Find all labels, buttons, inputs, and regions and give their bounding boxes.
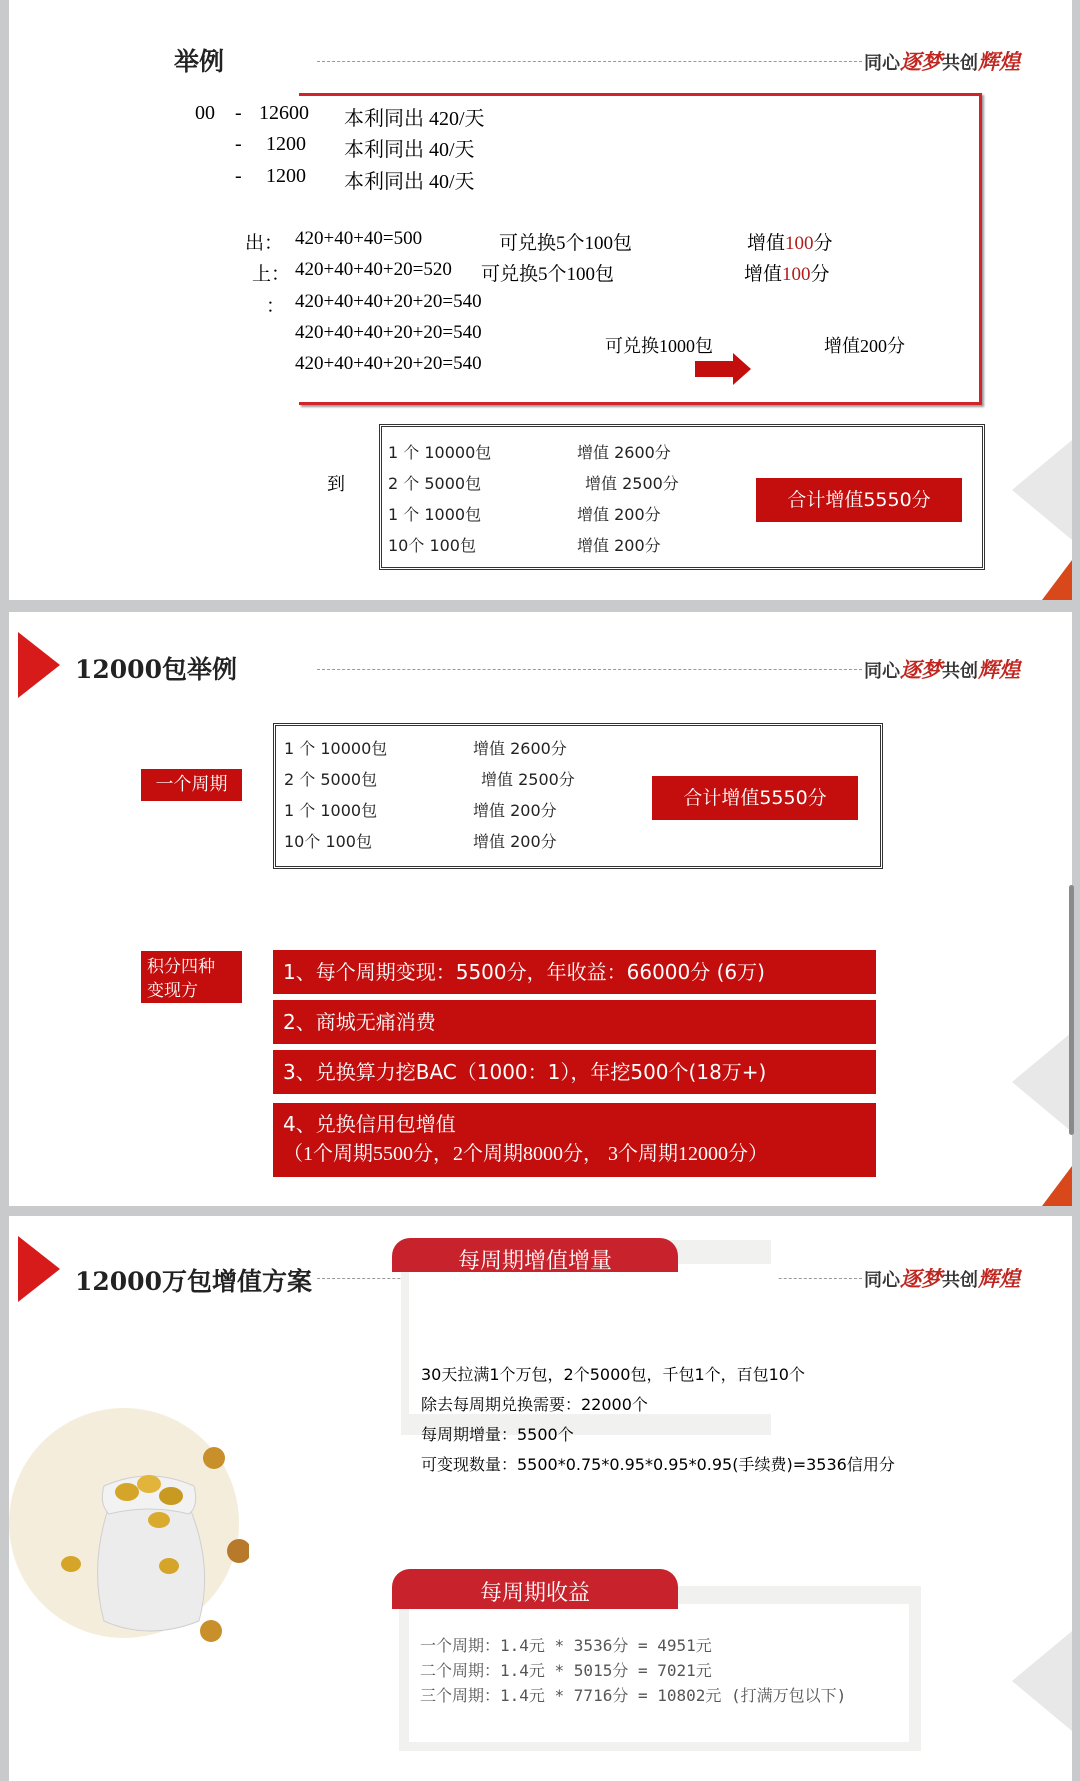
slogan-part: 同心 xyxy=(864,1270,900,1291)
decorative-shape xyxy=(1012,440,1072,540)
table-row-value: 增值 2500分 xyxy=(481,770,575,789)
slide-title: 12000万包增值方案 xyxy=(75,1267,312,1296)
method-item-line: （1个周期5500分，2个周期8000分， 3个周期12000分） xyxy=(283,1143,768,1165)
slide-example-partial xyxy=(9,0,1072,600)
methods-label-line: 积分四种 xyxy=(147,957,215,977)
line-1-desc: 本利同出 420/天 xyxy=(344,108,485,130)
total-gain-badge: 合计增值5550分 xyxy=(652,776,858,820)
slogan-part: 逐梦 xyxy=(900,1267,942,1291)
decorative-shape xyxy=(1012,1032,1072,1132)
gain-label: 增值 xyxy=(747,233,786,254)
calc-1-prefix: 出： xyxy=(245,233,284,254)
weekly-income-header: 每周期收益 xyxy=(392,1569,678,1609)
calc-2-gain xyxy=(744,259,830,286)
calc-3-expr: 420+40+40+20+20=540 xyxy=(295,291,482,312)
calc-1-exchange: 可兑换5个100包 xyxy=(499,233,633,254)
info-line: 每周期增量：5500个 xyxy=(421,1425,574,1444)
slide-title: 举例 xyxy=(174,47,225,76)
table-row-name: 10个 100包 xyxy=(388,536,476,555)
method-item-line: 4、兑换信用包增值 xyxy=(283,1112,456,1136)
line-3-dash: - xyxy=(235,165,242,187)
slogan xyxy=(864,1263,1020,1293)
slogan-part: 辉煌 xyxy=(978,658,1020,682)
method-item: 1、每个周期变现：5500分，年收益：66000分 (6万) xyxy=(273,950,876,994)
money-bag-icon xyxy=(49,1426,249,1656)
table-row-name: 10个 100包 xyxy=(284,832,372,851)
methods-label-line: 变现方 xyxy=(147,981,198,1001)
info-line: 30天拉满1个万包，2个5000包，千包1个，百包10个 xyxy=(421,1365,805,1384)
decorative-shape xyxy=(1012,1631,1072,1731)
slogan-part: 共创 xyxy=(942,1270,978,1291)
table-row-name: 1 个 1000包 xyxy=(284,801,378,820)
table-row-value: 增值 200分 xyxy=(473,832,557,851)
table-row-name: 2 个 5000包 xyxy=(284,770,378,789)
line-1-prefix: 00 xyxy=(195,102,215,124)
gain-value: 100 xyxy=(782,264,811,285)
title-divider xyxy=(317,669,862,670)
table-row-name: 1 个 10000包 xyxy=(388,443,492,462)
line-3-amount: 1200 xyxy=(266,165,306,187)
to-label: 到 xyxy=(327,474,345,495)
income-line: 一个周期：1.4元 * 3536分 = 4951元 xyxy=(420,1636,712,1655)
table-row-value: 增值 2600分 xyxy=(577,443,671,462)
gain-unit: 分 xyxy=(813,233,833,254)
info-line: 除去每周期兑换需要：22000个 xyxy=(421,1395,648,1414)
slogan-part: 辉煌 xyxy=(978,1267,1020,1291)
slide-12000-plan xyxy=(9,1216,1072,1781)
line-1-amount: 12600 xyxy=(259,102,309,124)
method-item xyxy=(273,1103,876,1177)
slogan-part: 共创 xyxy=(942,53,978,74)
line-3-desc: 本利同出 40/天 xyxy=(344,171,475,193)
calc-1-gain xyxy=(747,228,833,255)
slogan-part: 同心 xyxy=(864,53,900,74)
table-row-value: 增值 2500分 xyxy=(585,474,679,493)
title-marker-icon xyxy=(18,632,60,698)
calc-3-prefix: ： xyxy=(266,296,286,317)
slogan-part: 逐梦 xyxy=(900,50,942,74)
table-row-name: 1 个 10000包 xyxy=(284,739,388,758)
calc-2-expr: 420+40+40+20=520 xyxy=(295,259,452,280)
methods-label xyxy=(141,951,242,1003)
table-row-name: 2 个 5000包 xyxy=(388,474,482,493)
table-row-name: 1 个 1000包 xyxy=(388,505,482,524)
gain-200: 增值200分 xyxy=(824,336,905,356)
title-divider xyxy=(317,61,862,62)
slogan xyxy=(864,46,1020,76)
slogan-part: 同心 xyxy=(864,661,900,682)
slide-12000-example xyxy=(9,612,1072,1206)
calc-5-expr: 420+40+40+20+20=540 xyxy=(295,353,482,374)
slogan-part: 共创 xyxy=(942,661,978,682)
exchange-1000: 可兑换1000包 xyxy=(605,336,713,356)
weekly-increase-header: 每周期增值增量 xyxy=(392,1238,678,1272)
line-2-amount: 1200 xyxy=(266,133,306,155)
calc-1-expr: 420+40+40=500 xyxy=(295,228,423,249)
line-2-desc: 本利同出 40/天 xyxy=(344,139,475,161)
table-row-value: 增值 200分 xyxy=(473,801,557,820)
scrollbar-thumb[interactable] xyxy=(1069,885,1074,1135)
method-item: 2、商城无痛消费 xyxy=(273,1000,876,1044)
corner-accent xyxy=(1042,560,1072,600)
cycle-label: 一个周期 xyxy=(141,769,242,801)
title-marker-icon xyxy=(18,1236,60,1302)
table-row-value: 增值 200分 xyxy=(577,505,661,524)
slogan-part: 辉煌 xyxy=(978,50,1020,74)
slogan-part: 逐梦 xyxy=(900,658,942,682)
corner-accent xyxy=(1042,1166,1072,1206)
calc-4-expr: 420+40+40+20+20=540 xyxy=(295,322,482,343)
income-line: 三个周期：1.4元 * 7716分 = 10802元 (打满万包以下) xyxy=(420,1686,847,1705)
total-gain-badge: 合计增值5550分 xyxy=(756,478,962,522)
calc-2-exchange: 可兑换5个100包 xyxy=(481,264,615,285)
slogan xyxy=(864,654,1020,684)
line-1-dash: - xyxy=(235,102,242,124)
income-line: 二个周期：1.4元 * 5015分 = 7021元 xyxy=(420,1661,712,1680)
right-arrow-icon xyxy=(695,353,753,385)
slide-title: 12000包举例 xyxy=(75,655,237,684)
gain-value: 100 xyxy=(785,233,814,254)
calc-2-prefix: 上： xyxy=(252,264,291,285)
info-line: 可变现数量：5500*0.75*0.95*0.95*0.95(手续费)=3536信用分 xyxy=(421,1455,895,1474)
gain-label: 增值 xyxy=(744,264,783,285)
gain-unit: 分 xyxy=(810,264,830,285)
line-2-dash: - xyxy=(235,133,242,155)
table-row-value: 增值 200分 xyxy=(577,536,661,555)
method-item: 3、兑换算力挖BAC（1000：1），年挖500个(18万+) xyxy=(273,1050,876,1094)
table-row-value: 增值 2600分 xyxy=(473,739,567,758)
